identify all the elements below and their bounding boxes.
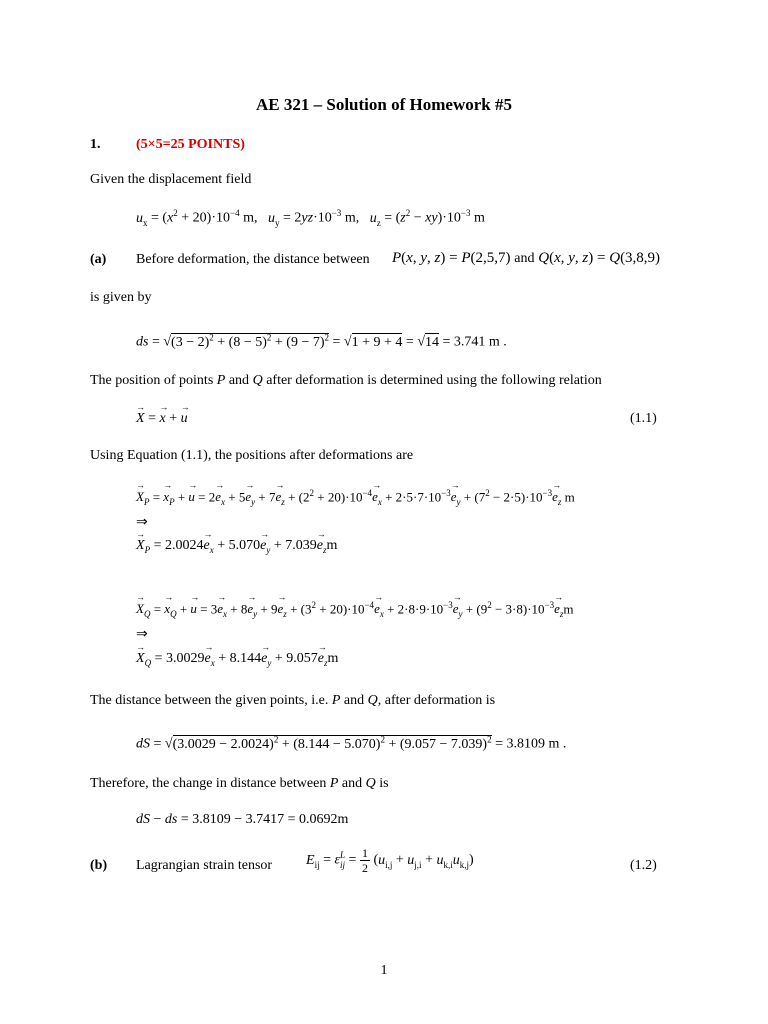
implies-arrow-1: ⇒: [136, 515, 148, 530]
using-text: Using Equation (1.1), the positions after deformations are: [90, 448, 414, 463]
page-number: 1: [380, 963, 388, 978]
xq-equation-line1: → $X_Q$ = → $x_Q$ + → $u = 3\to e_x + 8\to e_y + 9\to e_z + (3^2 + 20)\cdot 10^{-4}\to e_x + 2\cdot 8\cdot 9\cdot 10^{-3}\to e_y + (9^2 - 3\cdot 8)\cdot 10^{-3}\to e_zm$: [136, 600, 574, 619]
change-text: Therefore, the change in distance between P and Q is: [90, 776, 389, 791]
distance-text: The distance between the given points, i.e. P and Q, after deformation is: [90, 693, 496, 708]
relation-equation: → X = → x + → u: [136, 411, 188, 427]
xp-equation-line1: → $X_P$ = → $x_P$ + → $u = 2\to e_x + 5\to e_y + 7\to e_z + (2^2 + 20)\cdot 10^{-4}\to e_x + 2\cdot 5\cdot 7\cdot 10^{-3}\to e_y + (7^2 - 2\cdot 5)\cdot 10^{-3}\to e_z$ m: [136, 488, 575, 507]
implies-arrow-2: ⇒: [136, 627, 148, 642]
part-b-text: Lagrangian strain tensor: [136, 858, 273, 873]
page-title: AE 321 – Solution of Homework #5: [256, 95, 512, 114]
problem-points: (5×5=25 POINTS): [136, 137, 245, 152]
problem-number: 1.: [90, 137, 101, 152]
dS-equation: dS = $√(3.0029 - 2.0024)^2 + (8.144 - 5.070)^2 + (9.057 - 7.039)^2 = 3.8109$ m .: [136, 734, 567, 752]
intro-text: Given the displacement field: [90, 172, 252, 187]
xq-equation-line2: → $X_Q = 3.0029\to e_x + 8.144\to e_y + 9.057\to e_zm$: [136, 651, 338, 668]
displacement-field-equation: $u_x = (x^2 + 20)\cdot 10^{-4}$ m, $u_y = 2yz\cdot 10^{-3}$ m, $u_z = (z^2 - xy)\cdot 10^{-3}$ m: [136, 208, 485, 228]
given-by-text: is given by: [90, 290, 152, 305]
ds-equation: ds = $√(3 - 2)^2 + (8 - 5)^2 + (9 - 7)^2 = √1 + 9 + 4 = √14 = 3.741$ m .: [136, 332, 507, 350]
part-a-label: (a): [90, 252, 107, 267]
part-b-label: (b): [90, 858, 108, 873]
part-b-equation-number: (1.2): [630, 858, 657, 873]
part-a-text: Before deformation, the distance between: [136, 252, 370, 267]
relation-number: (1.1): [630, 411, 657, 426]
points-expression: P(x, y, z) = P(2,5,7) and Q(x, y, z) = Q(3,8,9): [392, 250, 661, 266]
position-text: The position of points P and Q after deformation is determined using the following relation: [90, 373, 602, 388]
change-equation: dS − ds = 3.8109 − 3.7417 = 0.0692m: [136, 812, 349, 827]
lagrangian-strain-equation: $E_{ij} = \varepsilon^L_{ij}$ = $\frac{1}{2}$ $(u_{i,j} + u_{j,i} + u_{k,i}u_{k,j})$: [306, 846, 474, 875]
xp-equation-line2: → $X_P = 2.0024\to e_x + 5.070\to e_y + 7.039\to e_zm$: [136, 538, 337, 555]
